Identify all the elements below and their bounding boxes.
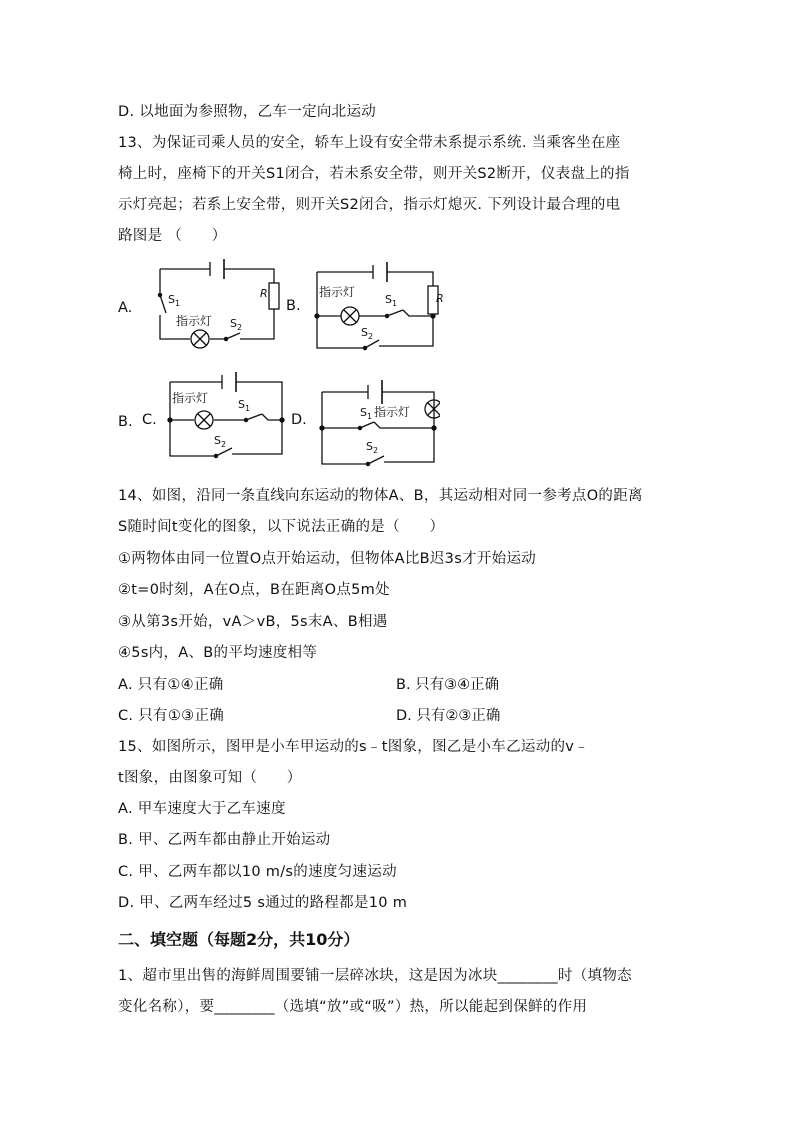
q13-stem-line1: 13、为保证司乘人员的安全，轿车上设有安全带未系提示系统. 当乘客坐在座 bbox=[118, 135, 621, 151]
q15-option-d: D. 甲、乙两车经过5 s通过的路程都是10 m bbox=[118, 895, 408, 911]
s2-label: $S_2$ bbox=[366, 440, 379, 455]
q12-option-d: D. 以地面为参照物，乙车一定向北运动 bbox=[118, 104, 377, 120]
q14-option-c: C. 只有①③正确 bbox=[118, 708, 225, 724]
circuit-diagram-b bbox=[305, 258, 445, 356]
q14-statement-4: ④5s内，A、B的平均速度相等 bbox=[118, 645, 318, 661]
resistor-r-label: R bbox=[436, 292, 444, 305]
circuit-b-label: B. bbox=[286, 298, 301, 314]
lamp-label: 指示灯 bbox=[374, 405, 411, 419]
lamp-label: 指示灯 bbox=[172, 391, 209, 405]
s1-label: $S_1$ bbox=[238, 398, 251, 413]
s1-label: $S_1$ bbox=[385, 293, 398, 308]
circuit-c-label: C. bbox=[142, 412, 157, 428]
lamp-label: 指示灯 bbox=[176, 314, 213, 328]
q14-stem-line2: S随时间t变化的图象，以下说法正确的是（ ） bbox=[118, 519, 445, 535]
q14-statement-1: ①两物体由同一位置O点开始运动，但物体A比B迟3s才开始运动 bbox=[118, 551, 537, 567]
q14-stem-line1: 14、如图，沿同一条直线向东运动的物体A、B，其运动相对同一参考点O的距离 bbox=[118, 488, 643, 504]
s2-label: $S_2$ bbox=[214, 434, 227, 449]
circuit-diagram-d bbox=[310, 372, 440, 468]
q13-stem-line3: 示灯亮起；若系上安全带，则开关S2闭合，指示灯熄灭. 下列设计最合理的电 bbox=[118, 197, 621, 213]
fill1-line1: 1、超市里出售的海鲜周围要铺一层碎冰块，这是因为冰块________时（填物态 bbox=[118, 968, 632, 984]
circuit-diagram-c bbox=[162, 370, 292, 466]
q14-option-b: B. 只有③④正确 bbox=[396, 677, 500, 693]
circuit-a-label: A. bbox=[118, 300, 133, 316]
resistor-r-label: R bbox=[260, 287, 268, 300]
q13-stem-line4: 路图是 （ ） bbox=[118, 228, 227, 244]
circuit-d-label: D. bbox=[291, 412, 307, 428]
circuit-diagram-a bbox=[150, 255, 285, 355]
s2-label: $S_2$ bbox=[230, 317, 243, 332]
q14-option-a: A. 只有①④正确 bbox=[118, 677, 224, 693]
lamp-label: 指示灯 bbox=[319, 285, 356, 299]
q15-option-c: C. 甲、乙两车都以10 m/s的速度匀速运动 bbox=[118, 864, 397, 880]
s1-label: $S_1$ bbox=[360, 406, 373, 421]
s2-label: $S_2$ bbox=[361, 326, 374, 341]
q15-stem-line2: t图象，由图象可知（ ） bbox=[118, 770, 302, 786]
q15-option-a: A. 甲车速度大于乙车速度 bbox=[118, 801, 286, 817]
q15-stem-line1: 15、如图所示，图甲是小车甲运动的s﹣t图象，图乙是小车乙运动的v﹣ bbox=[118, 739, 589, 755]
section-heading: 二、填空题（每题2分，共10分） bbox=[118, 930, 360, 949]
s1-label: $S_1$ bbox=[168, 293, 181, 308]
q14-statement-3: ③从第3s开始，vA＞vB，5s末A、B相遇 bbox=[118, 614, 388, 630]
circuit-b2-label: B. bbox=[118, 414, 133, 430]
q15-option-b: B. 甲、乙两车都由静止开始运动 bbox=[118, 832, 331, 848]
q14-statement-2: ②t=0时刻，A在O点，B在距离O点5m处 bbox=[118, 582, 390, 598]
q13-stem-line2: 椅上时，座椅下的开关S1闭合，若未系安全带，则开关S2断开，仪表盘上的指 bbox=[118, 166, 630, 182]
fill1-line2: 变化名称），要________（选填“放”或“吸”）热，所以能起到保鲜的作用 bbox=[118, 999, 588, 1015]
q14-option-d: D. 只有②③正确 bbox=[396, 708, 501, 724]
